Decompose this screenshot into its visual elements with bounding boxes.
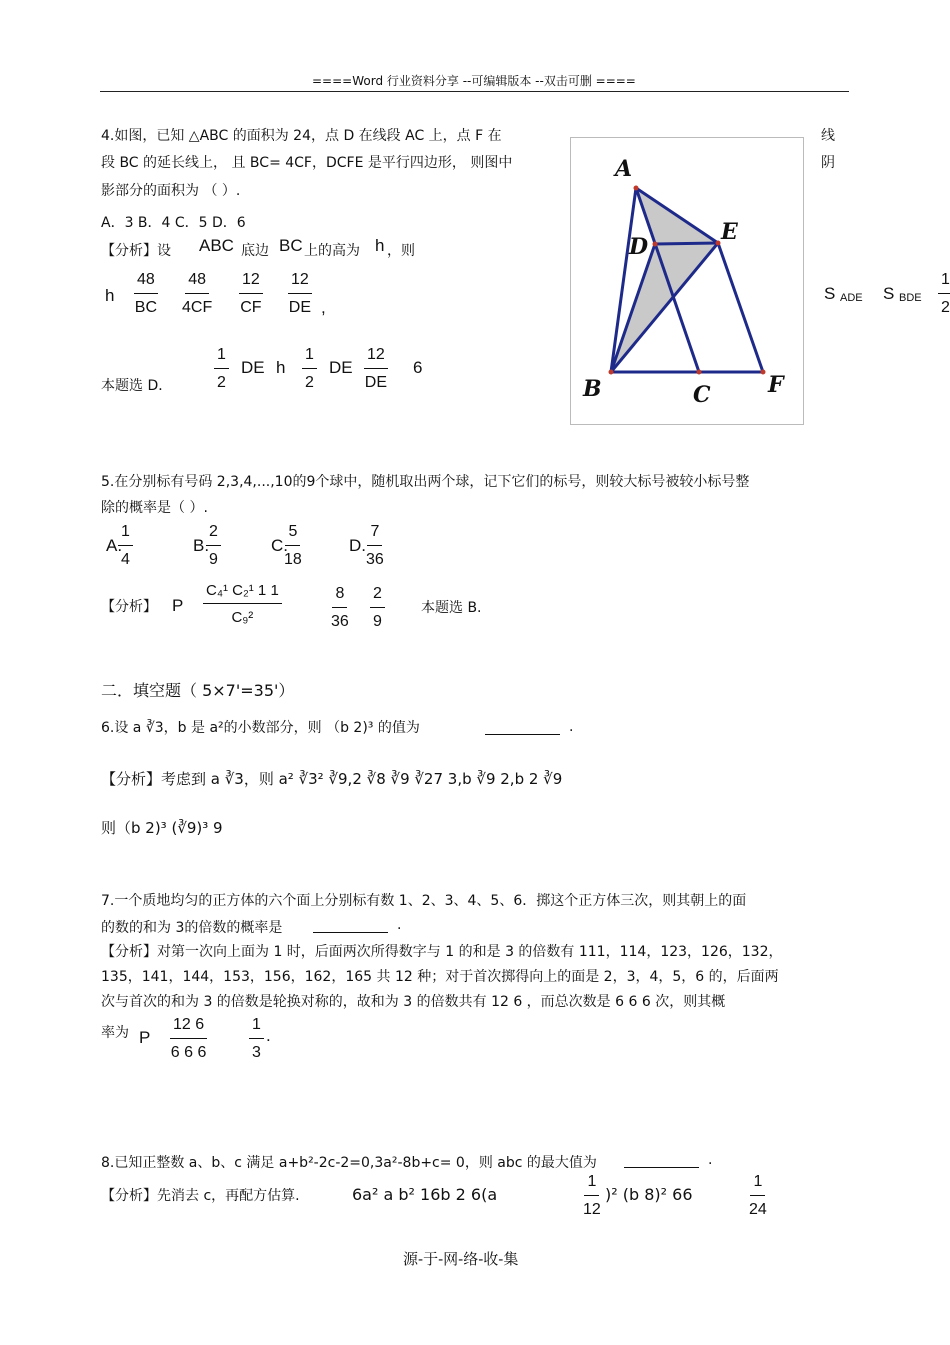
q5-option-a-frac: $\frac{1}{4}$ [118, 524, 133, 568]
q6-line: 6.设 a ∛3，b 是 a²的小数部分，则 （b 2)³ 的值为 [101, 720, 420, 736]
q4-frac-12-de-2: $\frac{12}{DE}$ [364, 346, 388, 391]
q4-frac-12-de: $\frac{12}{DE}$ [288, 271, 312, 316]
q4-six: 6 [413, 358, 423, 377]
q4-h: h [105, 286, 115, 305]
q6-answer-blank [485, 716, 560, 735]
q8-frac-1-12: $\frac{1}{12}$ [583, 1173, 601, 1218]
label-d: D [629, 234, 649, 260]
q7-frac-1-3: $\frac{1}{3}$ [249, 1017, 264, 1061]
q5-option-b-label: B. [193, 536, 210, 555]
q4-frac-48-4cf: $\frac{48}{4CF}$ [182, 271, 213, 316]
label-f: F [768, 372, 784, 398]
q4-analysis-mid2: 上的高为 [304, 243, 360, 259]
q8-frac-1-24: $\frac{1}{24}$ [749, 1173, 767, 1218]
label-c: C [693, 382, 711, 408]
q4-right-half: $\frac{1}{2}$ [938, 272, 950, 316]
q4-analysis-end: ，则 [387, 243, 415, 259]
page-footer: 源-于-网-络-收-集 [403, 1250, 519, 1268]
q4-line2-tail: 阴 [821, 155, 835, 171]
q5-option-d-frac: $\frac{7}{36}$ [366, 523, 384, 568]
q4-line3: 影部分的面积为 （ ）. [101, 183, 241, 199]
label-a: A [615, 156, 633, 182]
q7-analysis-1: 【分析】对第一次向上面为 1 时，后面两次所得数字与 1 的和是 3 的倍数有 111，114，123，126，132， [101, 944, 783, 960]
q7-frac-prob: $\frac{12 6}{6 6 6}$ [170, 1016, 207, 1061]
triangle-figure [571, 138, 803, 424]
q5-p-frac: $\frac{\text{C₄¹ C₂¹ 1 1}}{\text{C₉²}}$ [203, 583, 282, 625]
q6-result: 则（b 2)³ (∛9)³ 9 [101, 819, 223, 837]
q4-line1: 4.如图，已知 △ABC 的面积为 24，点 D 在线段 AC 上，点 F 在 [101, 128, 502, 144]
q5-option-b-frac: $\frac{2}{9}$ [206, 524, 221, 568]
q8-expr-2: )² (b 8)² 66 [605, 1185, 693, 1204]
q4-de-2: DE [329, 358, 353, 377]
q5-answer: 本题选 B. [421, 600, 482, 616]
q4-s-ade: S [824, 284, 836, 303]
q8-answer-blank [624, 1150, 699, 1168]
q4-analysis-prefix: 【分析】设 [101, 243, 171, 259]
q4-half-1: $\frac{1}{2}$ [214, 347, 229, 391]
q5-option-c-frac: $\frac{5}{18}$ [284, 523, 302, 568]
q7-dot: . [266, 1026, 271, 1045]
q5-line2: 除的概率是（ ）. [101, 500, 208, 516]
q5-p: P [172, 596, 184, 615]
section-2-title: 二．填空题（ 5×7'=35'） [101, 681, 295, 700]
q7-period: . [397, 917, 402, 933]
q4-line1-tail: 线 [821, 128, 835, 144]
q7-analysis-2: 135，141，144，153，156，162，165 共 12 种；对于首次掷得向上的面是 2，3，4，5，6 的，后面两 [101, 969, 779, 985]
q4-analysis-h: h [375, 236, 385, 255]
q5-option-d-label: D. [349, 536, 366, 555]
q4-half-2: $\frac{1}{2}$ [302, 347, 317, 391]
q4-ade-sub: ADE [840, 292, 863, 304]
q7-analysis-4: 率为 [101, 1025, 129, 1041]
geometry-figure [570, 137, 804, 425]
q4-analysis-mid: 底边 [241, 243, 269, 259]
q4-line2: 段 BC 的延长线上， 且 BC= 4CF，DCFE 是平行四边形， 则图中 [101, 155, 513, 171]
q7-answer-blank [313, 915, 388, 933]
q8-period: . [708, 1152, 713, 1168]
q4-h-2: h [276, 358, 286, 377]
q8-analysis: 【分析】先消去 c，再配方估算. [101, 1188, 300, 1204]
q5-option-a-label: A. [106, 536, 123, 555]
q4-frac-48-bc: $\frac{48}{BC}$ [134, 271, 158, 316]
q8-expr-1: 6a² a b² 16b 2 6(a [352, 1185, 498, 1204]
q4-bde-sub: BDE [899, 292, 922, 304]
q8-line: 8.已知正整数 a、b、c 满足 a+b²-2c-2=0,3a²-8b+c= 0，则 abc 的最大值为 [101, 1155, 597, 1171]
q7-analysis-3: 次与首次的和为 3 的倍数是轮换对称的，故和为 3 的倍数共有 12 6 ，而总次数是 6 6 6 次，则其概 [101, 994, 726, 1010]
q4-s-bde: S [883, 284, 895, 303]
q4-options: A．3 B．4 C．5 D．6 [101, 215, 246, 231]
q4-frac-12-cf: $\frac{12}{CF}$ [240, 271, 262, 316]
q5-frac-8-36: $\frac{8}{36}$ [331, 585, 349, 630]
label-b: B [583, 376, 602, 402]
q4-answer-label: 本题选 D． [101, 378, 173, 394]
q7-p: P [139, 1028, 151, 1047]
q5-analysis-prefix: 【分析】 [101, 599, 157, 615]
q5-line1: 5.在分别标有号码 2,3,4,...,10的9个球中，随机取出两个球，记下它们的标号，则较大标号被较小标号整 [101, 474, 750, 490]
q6-period: . [569, 719, 574, 735]
q7-line2: 的数的和为 3的倍数的概率是 [101, 920, 283, 936]
q5-option-c-label: C. [271, 536, 288, 555]
q4-de-1: DE [241, 358, 265, 377]
q5-frac-2-9: $\frac{2}{9}$ [370, 586, 385, 630]
q6-analysis: 【分析】考虑到 a ∛3，则 a² ∛3² ∛9,2 ∛8 ∛9 ∛27 3,b ∛9 2,b 2 ∛9 [101, 770, 563, 788]
q4-analysis-abc: ABC [199, 236, 234, 255]
label-e: E [721, 219, 738, 245]
q7-line1: 7.一个质地均匀的正方体的六个面上分别标有数 1、2、3、4、5、6．掷这个正方体三次，则其朝上的面 [101, 893, 747, 909]
q4-comma: , [321, 298, 326, 317]
page-header: ====Word 行业资料分享 --可编辑版本 --双击可删 ==== [312, 74, 636, 88]
q4-analysis-bc: BC [279, 236, 303, 255]
header-rule [100, 91, 849, 92]
